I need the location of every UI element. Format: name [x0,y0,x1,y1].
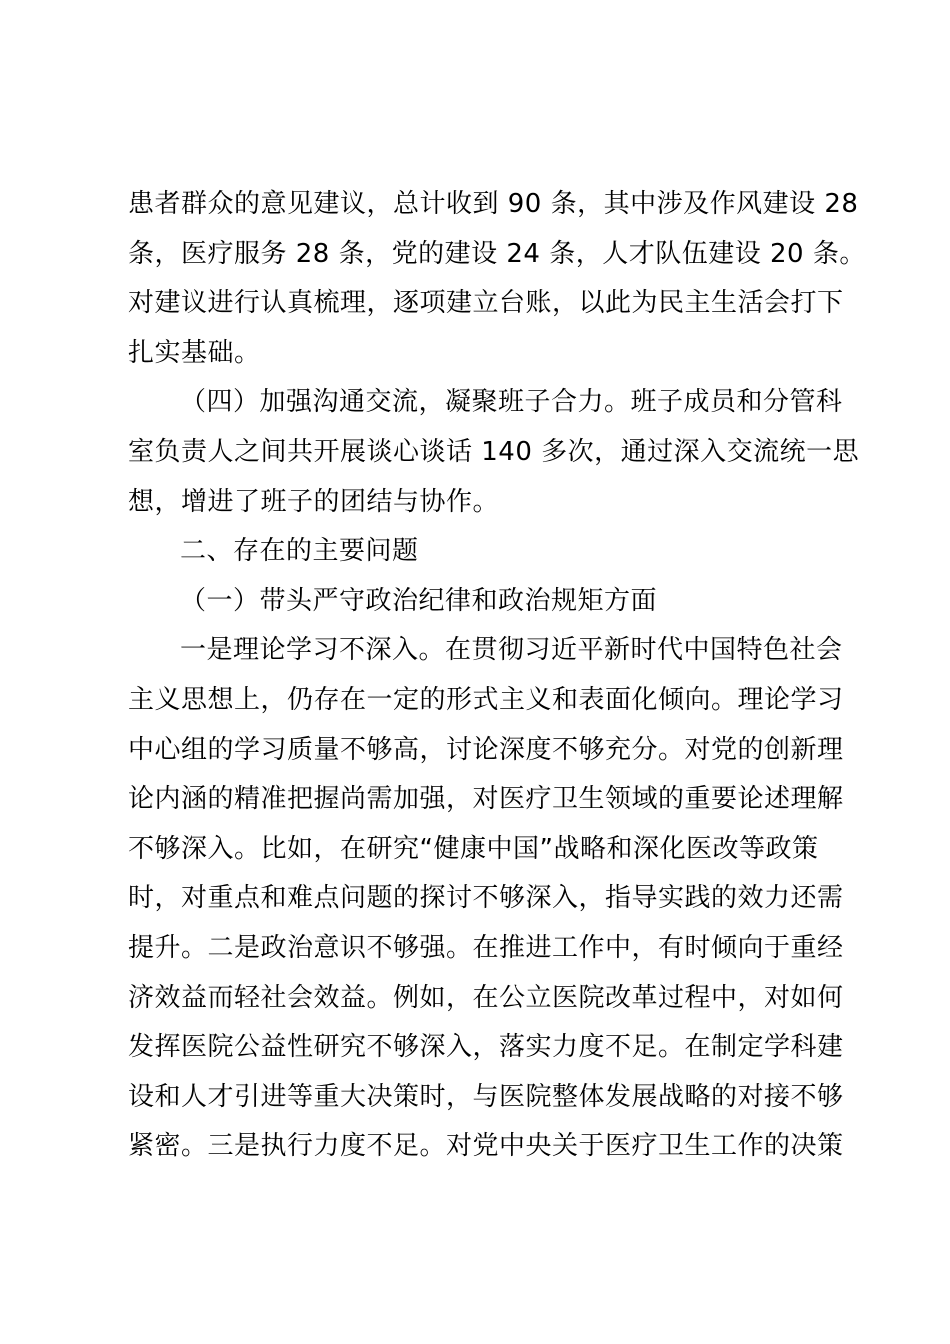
section-heading-4: （四）加强沟通交流，凝聚班子合力。班子成员和分管科 [180,387,843,418]
text-line: 室负责人之间共开展谈心谈话 140 多次，通过深入交流统一思 [128,436,860,467]
text-line: 时，对重点和难点问题的探讨不够深入，指导实践的效力还需 [128,883,844,914]
text-line: 患者群众的意见建议，总计收到 90 条，其中涉及作风建设 28 [128,189,859,219]
text-line: 对建议进行认真梳理，逐项建立台账，以此为民主生活会打下 [128,288,844,319]
text-line: 主义思想上，仍存在一定的形式主义和表面化倾向。理论学习 [128,684,844,715]
subsection-heading-1: （一）带头严守政治纪律和政治规矩方面 [180,585,658,616]
text-line: 条，医疗服务 28 条，党的建设 24 条，人才队伍建设 20 条。 [128,238,866,269]
text-line: 中心组的学习质量不够高，讨论深度不够充分。对党的创新理 [128,734,844,765]
text-line: 不够深入。比如，在研究“健康中国”战略和深化医改等政策 [128,833,819,864]
document-body [128,180,866,1172]
text-line: 设和人才引进等重大决策时，与医院整体发展战略的对接不够 [128,1081,844,1112]
text-line: 想，增进了班子的团结与协作。 [128,486,500,517]
text-line: 论内涵的精准把握尚需加强，对医疗卫生领域的重要论述理解 [128,784,844,815]
chapter-heading-2: 二、存在的主要问题 [180,536,419,567]
text-line: 一是理论学习不深入。在贯彻习近平新时代中国特色社会 [180,635,843,666]
text-line: 提升。二是政治意识不够强。在推进工作中，有时倾向于重经 [128,932,844,963]
text-line: 发挥医院公益性研究不够深入，落实力度不足。在制定学科建 [128,1032,844,1063]
text-line: 扎实基础。 [128,337,261,368]
text-line: 紧密。三是执行力度不足。对党中央关于医疗卫生工作的决策 [128,1131,844,1162]
text-line: 济效益而轻社会效益。例如，在公立医院改革过程中，对如何 [128,982,844,1013]
